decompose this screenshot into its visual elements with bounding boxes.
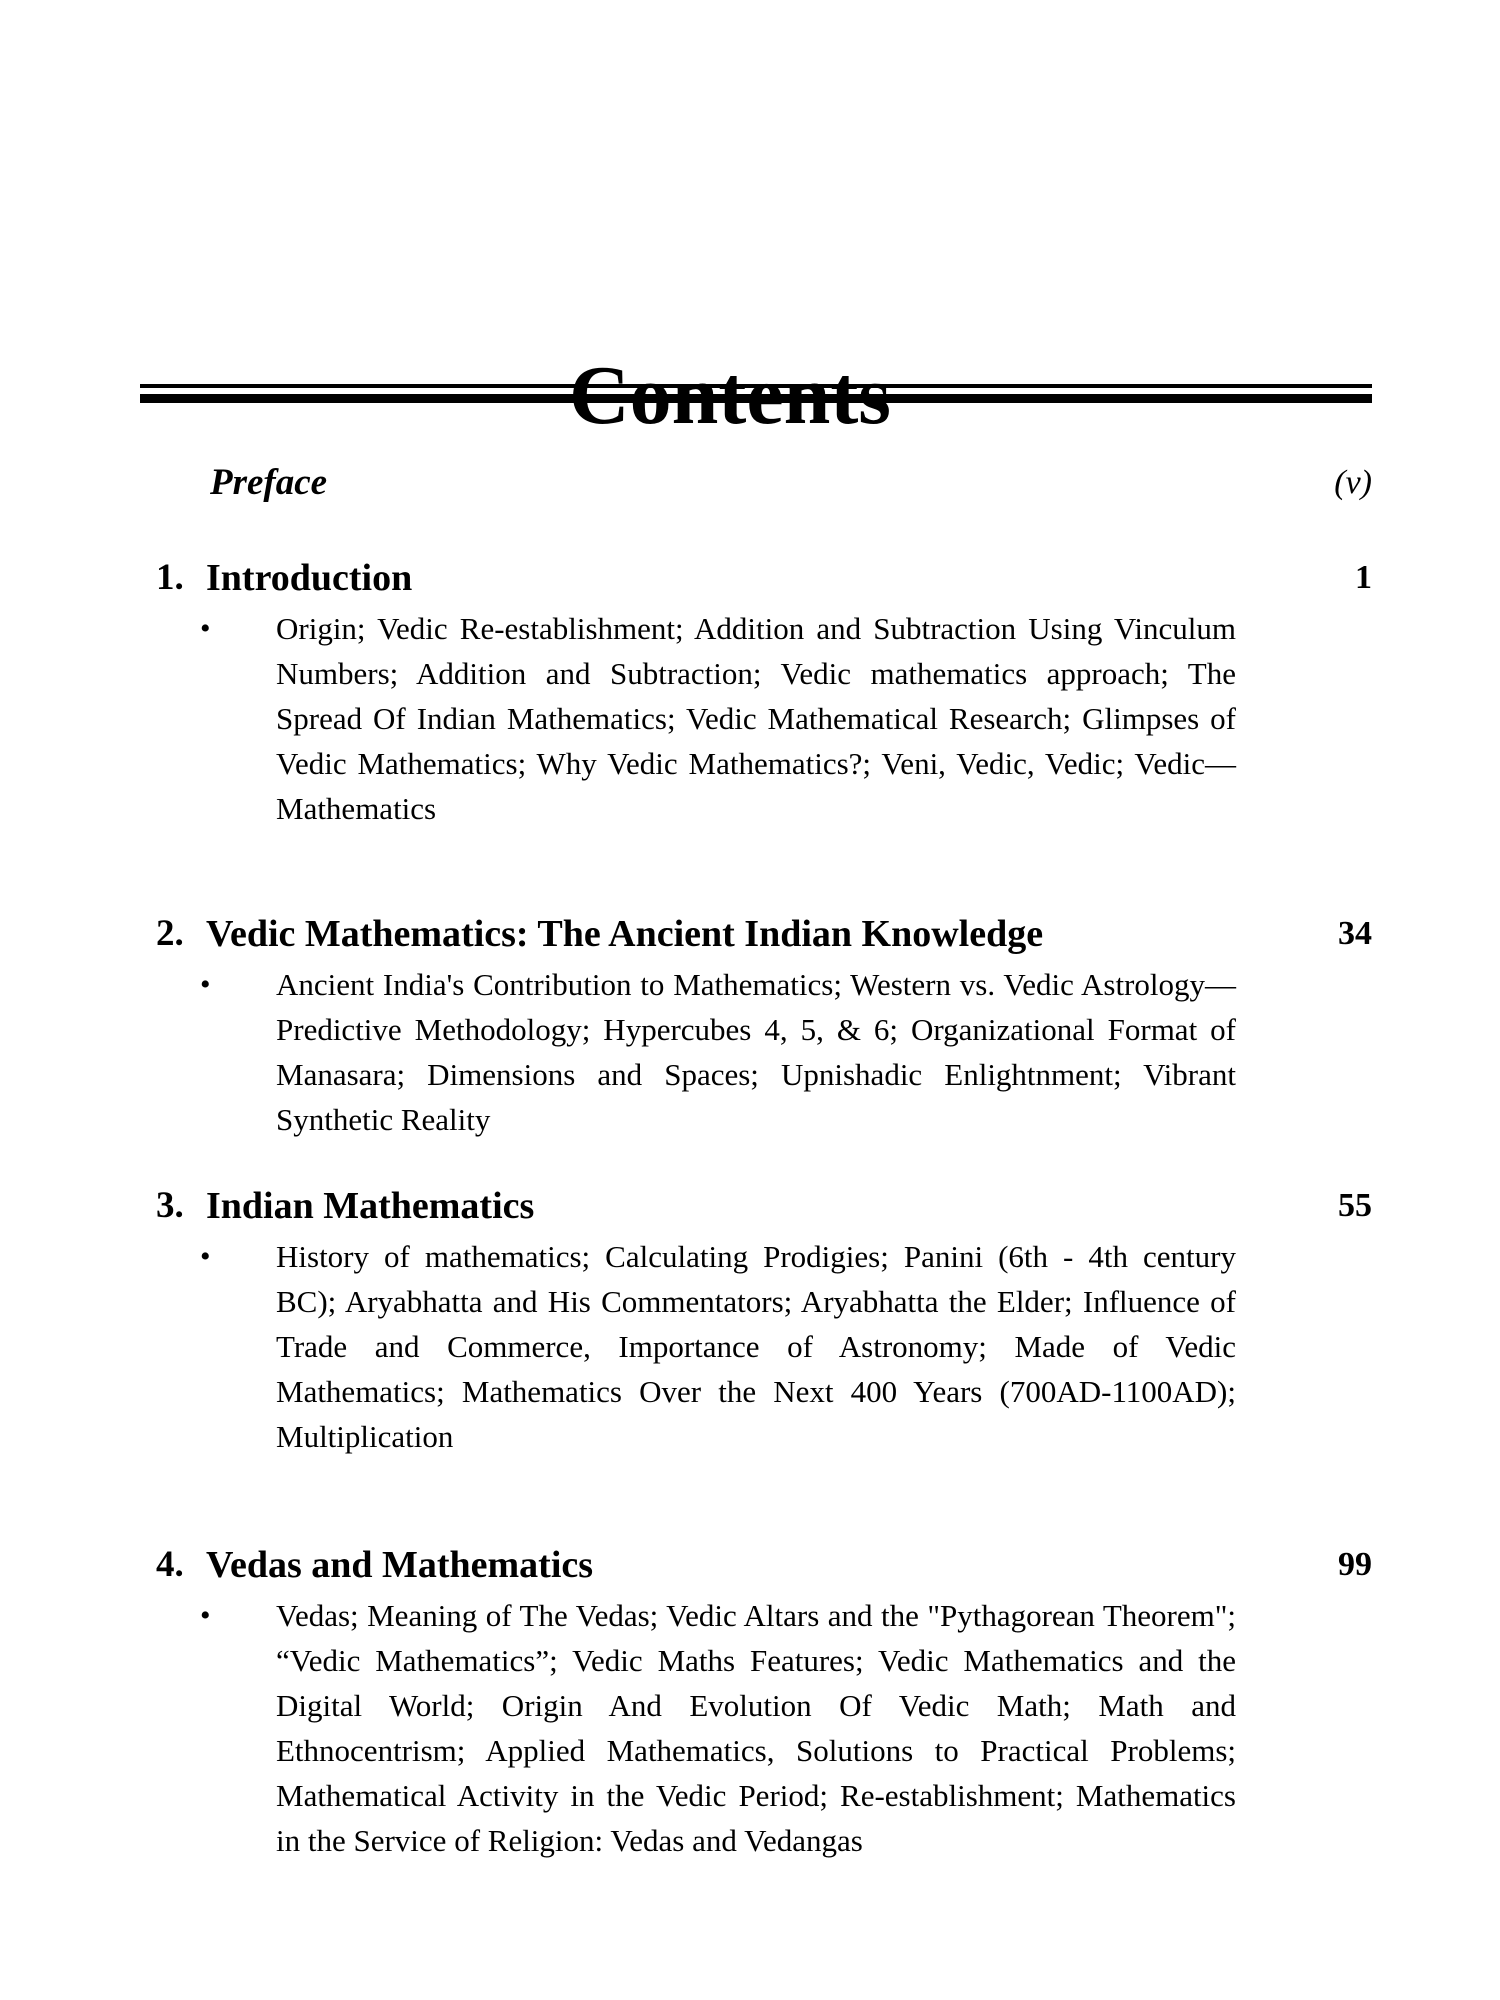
bullet-icon: • [200,612,211,645]
chapter-title: Vedic Mathematics: The Ancient Indian Knowledge [206,913,1044,955]
chapter-entry-2[interactable] [140,906,1372,1142]
chapter-number: 3. [156,1185,184,1226]
chapter-topics-block [140,606,1372,831]
chapter-entry-4[interactable] [140,1537,1372,1863]
chapter-topics: Origin; Vedic Re-establishment; Addition and Subtraction Using Vinculum Numbers; Addition and Subtraction; Vedic mathematics approach; The Spread Of Indian Mathematics; Vedic Mathematical Research; Glimpses of Vedic Mathematics; Why Vedic Mathematics?; Veni, Vedic, Vedic; Vedic—Mathematics [276,611,1236,826]
chapter-page-number: 55 [1338,1187,1372,1224]
chapter-entry-1[interactable] [140,550,1372,831]
chapter-title: Indian Mathematics [206,1185,535,1227]
title-rule-thin [140,384,1372,388]
chapter-topics-block [140,1593,1372,1863]
chapter-topics-block [140,1234,1372,1459]
chapter-heading [140,550,1372,606]
preface-label: Preface [210,462,328,503]
chapter-heading [140,1178,1372,1234]
chapter-page-number: 34 [1338,915,1372,952]
bullet-icon: • [200,1240,211,1273]
chapter-heading [140,1537,1372,1593]
chapter-page-number: 99 [1338,1546,1372,1583]
bullet-icon: • [200,968,211,1001]
title-rule-thick [140,394,1372,403]
chapter-heading [140,906,1372,962]
chapter-topics-block [140,962,1372,1142]
chapter-title: Vedas and Mathematics [206,1544,594,1586]
chapter-title: Introduction [206,557,413,599]
chapter-page-number: 1 [1355,559,1372,596]
chapter-number: 2. [156,913,184,954]
preface-page-number: (v) [1334,464,1372,501]
chapter-entry-3[interactable] [140,1178,1372,1459]
bullet-icon: • [200,1599,211,1632]
chapter-topics: Vedas; Meaning of The Vedas; Vedic Altars and the "Pythagorean Theorem"; “Vedic Mathematics”; Vedic Maths Features; Vedic Mathematics and the Digital World; Origin And Evolution Of Vedic Math; Math and Ethnocentrism; Applied Mathematics, Solutions to Practical Problems; Mathematical Activity in the Vedic Period; Re-establishment; Mathematics in the Service of Religion: Vedas and Vedangas [276,1598,1236,1858]
chapter-topics: Ancient India's Contribution to Mathematics; Western vs. Vedic Astrology—Predictive Methodology; Hypercubes 4, 5, & 6; Organizational Format of Manasara; Dimensions and Spaces; Upnishadic Enlightnment; Vibrant Synthetic Reality [276,967,1236,1137]
preface-entry[interactable] [140,458,1372,508]
chapter-number: 1. [156,557,184,598]
chapter-number: 4. [156,1544,184,1585]
chapter-topics: History of mathematics; Calculating Prodigies; Panini (6th - 4th century BC); Aryabhatta and His Commentators; Aryabhatta the Elder; Influence of Trade and Commerce, Importance of Astronomy; Made of Vedic Mathematics; Mathematics Over the Next 400 Years (700AD-1100AD); Multiplication [276,1239,1236,1454]
